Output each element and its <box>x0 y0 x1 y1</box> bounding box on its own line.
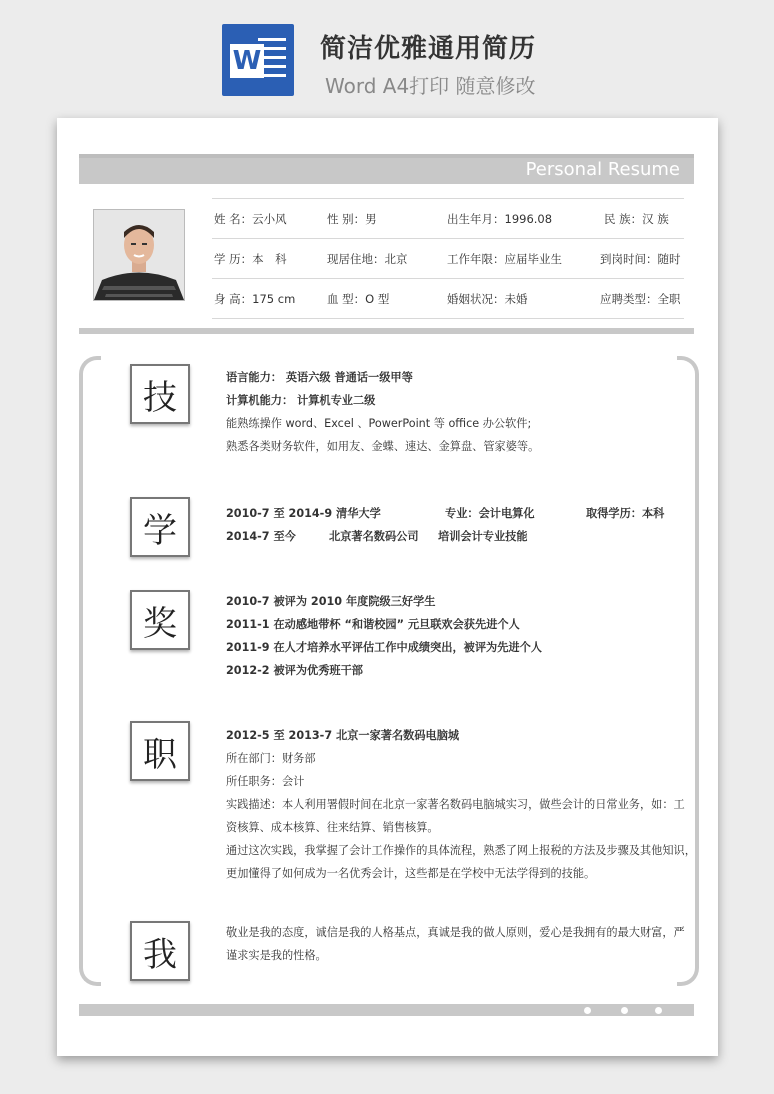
work-line: 资核算、成本核算、往来结算、销售核算。 <box>226 821 439 834</box>
education-row <box>226 525 671 548</box>
awards-section-icon: 奖 <box>130 590 190 650</box>
work-line: 通过这次实践，我掌握了会计工作操作的具体流程，熟悉了网上报税的方法及步骤及其他知识， <box>226 844 696 857</box>
info-residence: 现居住地：北京 <box>327 252 408 266</box>
work-section-icon: 职 <box>130 721 190 781</box>
info-gender: 性 别：男 <box>327 212 377 226</box>
top-header <box>0 0 774 110</box>
word-icon <box>222 24 294 96</box>
footer-dot <box>584 1007 591 1014</box>
info-blood-type: 血 型：O 型 <box>327 292 390 306</box>
info-row <box>212 239 684 279</box>
work-content <box>226 724 696 885</box>
work-title: 2012-5 至 2013-7 北京一家著名数码电脑城 <box>226 729 460 742</box>
work-line: 实践描述：本人利用署假时间在北京一家著名数码电脑城实习，做些会计的日常业务，如：工 <box>226 798 685 811</box>
self-eval-section-icon: 我 <box>130 921 190 981</box>
self-eval-content <box>226 921 685 967</box>
skills-content <box>226 366 671 458</box>
award-item: 2011-1 在动感地带杯 “和谐校园” 元旦联欢会获先进个人 <box>226 618 520 631</box>
skills-line: 熟悉各类财务软件，如用友、金蝶、速达、金算盘、管家婆等。 <box>226 440 540 453</box>
award-item: 2012-2 被评为优秀班干部 <box>226 664 363 677</box>
right-bracket <box>677 356 699 986</box>
skills-line: 计算机能力： 计算机专业二级 <box>226 394 376 407</box>
info-work-years: 工作年限：应届毕业生 <box>447 252 562 266</box>
work-line: 更加懂得了如何成为一名优秀会计，这些都是在学校中无法学得到的技能。 <box>226 867 596 880</box>
left-bracket <box>79 356 101 986</box>
page-subtitle: Word A4打印 随意修改 <box>325 74 536 98</box>
info-birth: 出生年月：1996.08 <box>447 212 553 226</box>
education-degree: 取得学历：本科 <box>586 507 665 520</box>
education-major: 专业：会计电算化 <box>445 507 535 520</box>
info-row <box>212 198 684 239</box>
page-title: 简洁优雅通用简历 <box>320 34 537 64</box>
skills-line: 能熟练操作 word、Excel 、PowerPoint 等 office 办公软件; <box>226 417 532 430</box>
skills-section-icon: 技 <box>130 364 190 424</box>
skills-line: 语言能力： 英语六级 普通话一级甲等 <box>226 371 413 384</box>
education-period: 2010-7 至 2014-9 <box>226 507 333 520</box>
info-education: 学 历：本 科 <box>214 252 287 266</box>
training-period: 2014-7 至今 <box>226 530 296 543</box>
awards-content <box>226 590 671 682</box>
self-eval-line: 敬业是我的态度，诚信是我的人格基点，真诚是我的做人原则，爱心是我拥有的最大财富，严 <box>226 926 685 939</box>
footer-bar <box>79 1004 694 1016</box>
education-section-icon: 学 <box>130 497 190 557</box>
avatar-illustration <box>94 210 184 300</box>
footer-dot <box>621 1007 628 1014</box>
info-name: 姓 名：云小风 <box>214 212 287 226</box>
info-job-type: 应聘类型：全职 <box>600 292 681 306</box>
info-availability: 到岗时间：随时 <box>600 252 681 266</box>
basic-info-table <box>212 198 684 319</box>
resume-banner <box>79 154 694 184</box>
word-letter: W <box>230 44 264 78</box>
banner-title: Personal Resume <box>525 159 680 180</box>
education-content <box>226 502 671 548</box>
award-item: 2011-9 在人才培养水平评估工作中成绩突出，被评为先进个人 <box>226 641 542 654</box>
resume-paper <box>57 118 718 1056</box>
training-content: 培训会计专业技能 <box>438 530 528 543</box>
work-line: 所任职务：会计 <box>226 775 305 788</box>
info-height: 身 高：175 cm <box>214 292 296 306</box>
profile-photo <box>93 209 185 301</box>
self-eval-line: 谨求实是我的性格。 <box>226 949 327 962</box>
education-row <box>226 502 671 525</box>
footer-dot <box>655 1007 662 1014</box>
info-row <box>212 279 684 319</box>
info-ethnicity: 民 族：汉 族 <box>604 212 669 226</box>
training-company: 北京著名数码公司 <box>329 530 419 543</box>
section-divider <box>79 328 694 334</box>
work-line: 所在部门：财务部 <box>226 752 316 765</box>
award-item: 2010-7 被评为 2010 年度院级三好学生 <box>226 595 436 608</box>
info-marital: 婚姻状况：未婚 <box>447 292 528 306</box>
education-school: 清华大学 <box>336 507 381 520</box>
